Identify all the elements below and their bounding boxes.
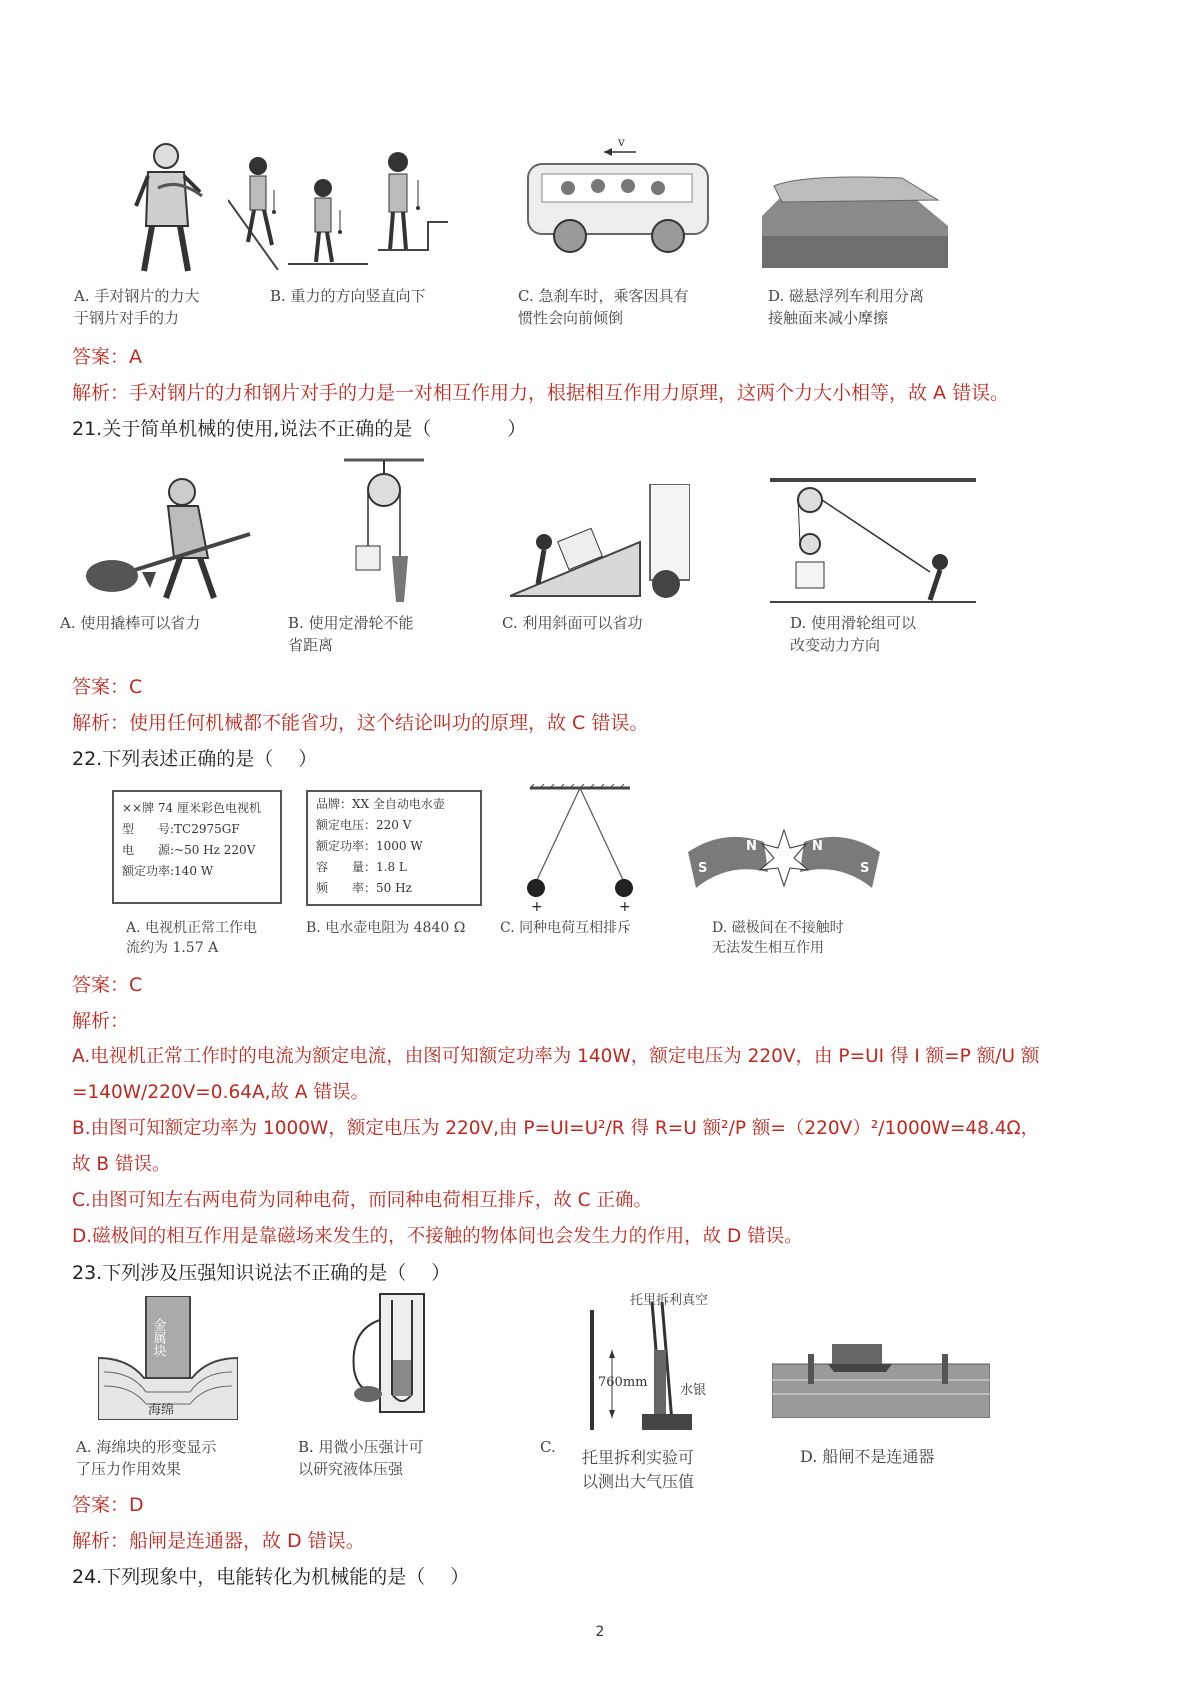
q22-answer: 答案：C — [72, 974, 143, 996]
magnet-n-left: N — [746, 839, 757, 854]
fig23-caption-b: B. 用微小压强计可 以研究液体压强 — [298, 1438, 424, 1478]
height-760-label: 760mm — [598, 1375, 648, 1390]
tv-plate-line: 电 源:~50 Hz 220V — [122, 843, 256, 857]
crowbar-figure — [82, 474, 252, 604]
kettle-plate-line: 频 率：50 Hz — [316, 881, 412, 895]
q22-analysis-line: C.由图可知左右两电荷为同种电荷，而同种电荷相互排斥，故 C 正确。 — [72, 1190, 652, 1211]
q22-analysis-line: B.由图可知额定功率为 1000W，额定电压为 220V,由 P=UI=U²/R 得 R=U 额²/P 额=（220V）²/1000W=48.4Ω， — [72, 1118, 1040, 1139]
sponge-deformation-figure — [98, 1296, 238, 1420]
fig20-caption-a: A. 手对钢片的力大 于钢片对手的力 — [74, 287, 200, 327]
magnet-s-left: S — [698, 861, 708, 876]
q23-answer: 答案：D — [72, 1494, 144, 1516]
ship-lock-figure — [772, 1340, 990, 1418]
charge-plus-left: + — [531, 899, 543, 912]
bus-inertia-figure — [518, 136, 718, 266]
tv-plate-line: 额定功率:140 W — [122, 864, 214, 878]
q21-question: 21.关于简单机械的使用,说法不正确的是（ ） — [72, 418, 527, 440]
fig20-caption-c: C. 急刹车时，乘客因具有 惯性会向前倾倒 — [518, 287, 689, 327]
q23-question: 23.下列涉及压强知识说法不正确的是（ ） — [72, 1262, 451, 1284]
fixed-pulley-figure — [344, 456, 424, 606]
page-number: 2 — [595, 1624, 605, 1640]
q24-question: 24.下列现象中，电能转化为机械能的是（ ） — [72, 1566, 470, 1588]
fig22-caption-b: B. 电水壶电阻为 4840 Ω — [306, 920, 466, 936]
q22-analysis-line: A.电视机正常工作时的电流为额定电流，由图可知额定功率为 140W，额定电压为 220V，由 P=UI 得 I 额=P 额/U 额 — [72, 1046, 1040, 1067]
fig20-caption-d: D. 磁悬浮列车利用分离 接触面来减小摩擦 — [768, 287, 925, 327]
gravity-direction-figure — [228, 150, 448, 270]
sponge-label: 海绵 — [148, 1403, 175, 1418]
fig21-caption-d: D. 使用滑轮组可以 改变动力方向 — [790, 614, 917, 654]
velocity-label: v — [618, 136, 625, 149]
pressure-gauge-figure — [340, 1290, 440, 1420]
kettle-plate-line: 额定电压：220 V — [316, 818, 412, 832]
q22-analysis-line: D.磁极间的相互作用是靠磁场来发生的，不接触的物体间也会发生力的作用，故 D 错误。 — [72, 1226, 803, 1247]
q22-analysis-line: 故 B 错误。 — [72, 1154, 171, 1175]
q21-answer: 答案：C — [72, 676, 143, 698]
tv-nameplate — [112, 790, 282, 904]
charge-plus-right: + — [619, 899, 631, 912]
q20-answer: 答案：A — [72, 346, 142, 368]
fig23-caption-d: D. 船闸不是连通器 — [800, 1447, 935, 1466]
q22-question: 22.下列表述正确的是（ ） — [72, 748, 318, 770]
metal-block-label: 金属块 — [150, 1318, 166, 1357]
torricelli-vacuum-label: 托里拆利真空 — [630, 1293, 709, 1308]
mercury-label: 水银 — [680, 1383, 707, 1398]
fig23-caption-c: 托里拆利实验可 以测出大气压值 — [582, 1448, 695, 1491]
magnets-figure — [684, 822, 884, 906]
tv-plate-line: ××牌 74 厘米彩色电视机 — [122, 801, 262, 815]
pulley-system-figure — [770, 476, 976, 606]
fig20-caption-b: B. 重力的方向竖直向下 — [270, 287, 426, 305]
magnet-n-right: N — [812, 839, 823, 854]
fig23-caption-c-letter: C. — [540, 1438, 556, 1456]
kettle-plate-line: 品牌：XX 全自动电水壶 — [316, 797, 445, 811]
fig22-caption-d: D. 磁极间在不接触时 无法发生相互作用 — [712, 920, 844, 956]
magnet-s-right: S — [860, 861, 870, 876]
q22-analysis-line: =140W/220V=0.64A,故 A 错误。 — [72, 1082, 369, 1103]
fig22-caption-c: C. 同种电荷互相排斥 — [500, 920, 632, 936]
fig21-caption-c: C. 利用斜面可以省功 — [502, 614, 643, 632]
q22-analysis-label: 解析： — [72, 1010, 130, 1032]
kettle-nameplate — [306, 790, 482, 906]
q23-analysis: 解析：船闸是连通器，故 D 错误。 — [72, 1530, 365, 1552]
kettle-plate-line: 容 量：1.8 L — [316, 860, 407, 874]
tv-plate-line: 型 号:TC2975GF — [122, 822, 240, 836]
fig23-caption-a: A. 海绵块的形变显示 了压力作用效果 — [76, 1438, 217, 1478]
fig22-caption-a: A. 电视机正常工作电 流约为 1.57 A — [126, 920, 258, 956]
q20-analysis: 解析：手对钢片的力和钢片对手的力是一对相互作用力，根据相互作用力原理，这两个力大小相等，故 A 错误。 — [72, 382, 1010, 404]
fig21-caption-a: A. 使用撬棒可以省力 — [60, 614, 201, 632]
inclined-plane-figure — [510, 484, 690, 604]
fig21-caption-b: B. 使用定滑轮不能 省距离 — [288, 614, 414, 654]
q21-analysis: 解析：使用任何机械都不能省功，这个结论叫功的原理，故 C 错误。 — [72, 712, 649, 734]
kettle-plate-line: 额定功率：1000 W — [316, 839, 423, 853]
boy-steel-strip-figure — [118, 136, 218, 276]
torricelli-figure — [582, 1290, 732, 1440]
maglev-train-figure — [762, 156, 948, 268]
like-charges-figure — [520, 784, 640, 912]
